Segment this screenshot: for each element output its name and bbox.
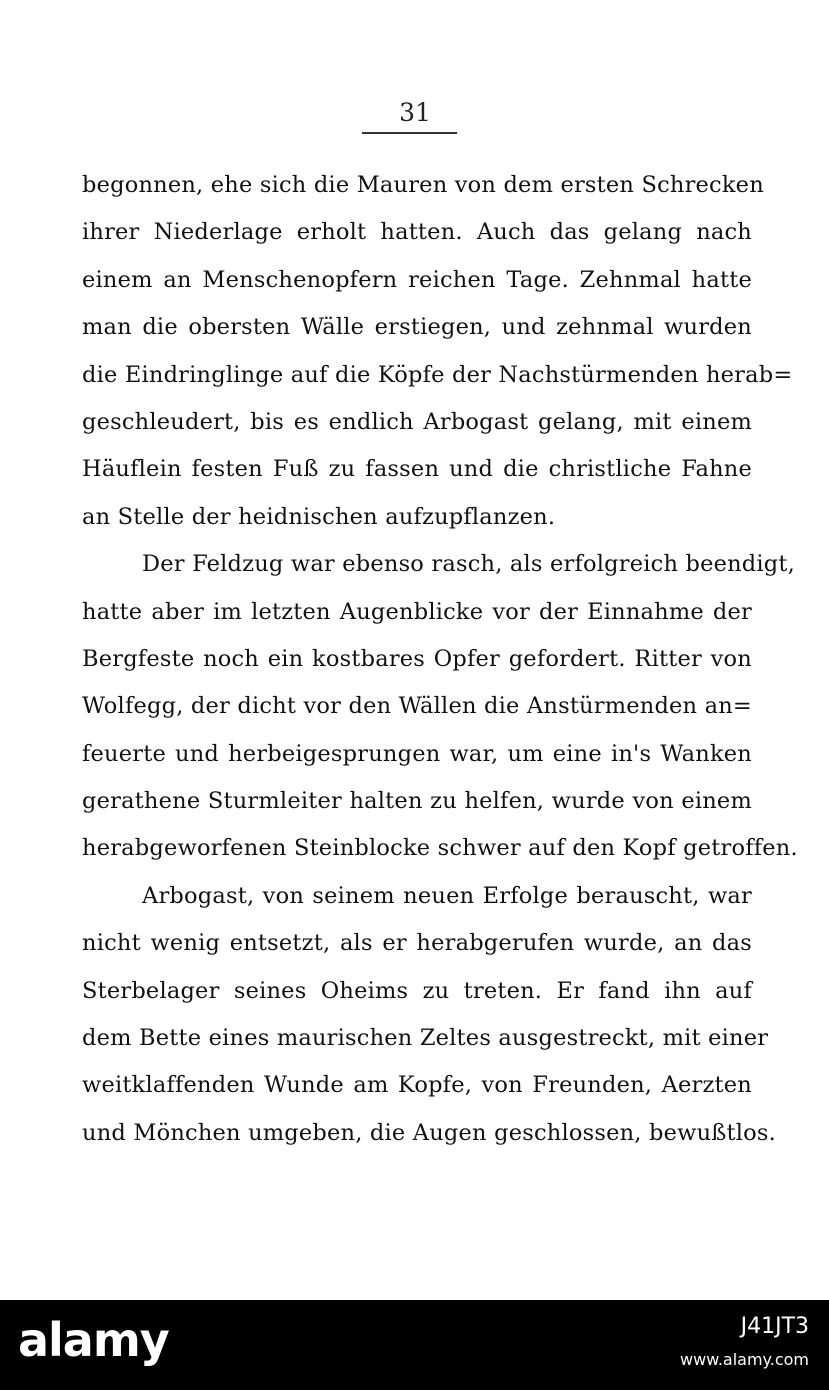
text-line-4: man die obersten Wälle erstiegen, und zehnmal wurden bbox=[82, 314, 752, 341]
text-line-20: weitklaffenden Wunde am Kopfe, von Freunden, Aerzten bbox=[82, 1072, 752, 1099]
text-line-19: dem Bette eines maurischen Zeltes ausgestreckt, mit einer bbox=[82, 1025, 769, 1052]
text-line-5: die Eindringlinge auf die Köpfe der Nachstürmenden herab= bbox=[82, 361, 793, 388]
text-line-1: begonnen, ehe sich die Mauren von dem ersten Schrecken bbox=[82, 172, 764, 198]
page-number-rule bbox=[362, 132, 457, 134]
text-line-21: und Mönchen umgeben, die Augen geschlossen, bewußtlos. bbox=[82, 1119, 776, 1146]
watermark-footer bbox=[0, 1300, 829, 1390]
text-line-2: ihrer Niederlage erholt hatten. Auch das gelang nach bbox=[82, 219, 752, 246]
text-line-17: nicht wenig entsetzt, als er herabgerufen wurde, an das bbox=[82, 930, 752, 957]
image-id: J41JT3 bbox=[740, 1314, 809, 1339]
text-line-13: feuerte und herbeigesprungen war, um eine in's Wanken bbox=[82, 740, 752, 767]
watermark-logo: alamy bbox=[18, 1313, 169, 1367]
text-line-8: an Stelle der heidnischen aufzupflanzen. bbox=[82, 503, 556, 530]
site-url: www.alamy.com bbox=[680, 1350, 809, 1369]
text-line-6: geschleudert, bis es endlich Arbogast gelang, mit einem bbox=[82, 408, 752, 435]
text-line-14: gerathene Sturmleiter halten zu helfen, wurde von einem bbox=[82, 788, 752, 815]
text-line-10: hatte aber im letzten Augenblicke vor der Einnahme der bbox=[82, 598, 752, 625]
text-line-3: einem an Menschenopfern reichen Tage. Zehnmal hatte bbox=[82, 266, 752, 293]
text-line-15: herabgeworfenen Steinblocke schwer auf den Kopf getroffen. bbox=[82, 835, 798, 862]
text-line-11: Bergfeste noch ein kostbares Opfer gefordert. Ritter von bbox=[82, 645, 752, 672]
text-line-7: Häuflein festen Fuß zu fassen und die christliche Fahne bbox=[82, 456, 752, 483]
text-line-12: Wolfegg, der dicht vor den Wällen die Anstürmenden an= bbox=[82, 693, 752, 720]
page-number: 31 bbox=[399, 98, 431, 127]
text-line-16: Arbogast, von seinem neuen Erfolge berauscht, war bbox=[142, 882, 752, 909]
text-line-9: Der Feldzug war ebenso rasch, als erfolgreich beendigt, bbox=[142, 551, 796, 578]
body-text bbox=[82, 162, 798, 1157]
text-line-18: Sterbelager seines Oheims zu treten. Er fand ihn auf bbox=[82, 977, 752, 1004]
